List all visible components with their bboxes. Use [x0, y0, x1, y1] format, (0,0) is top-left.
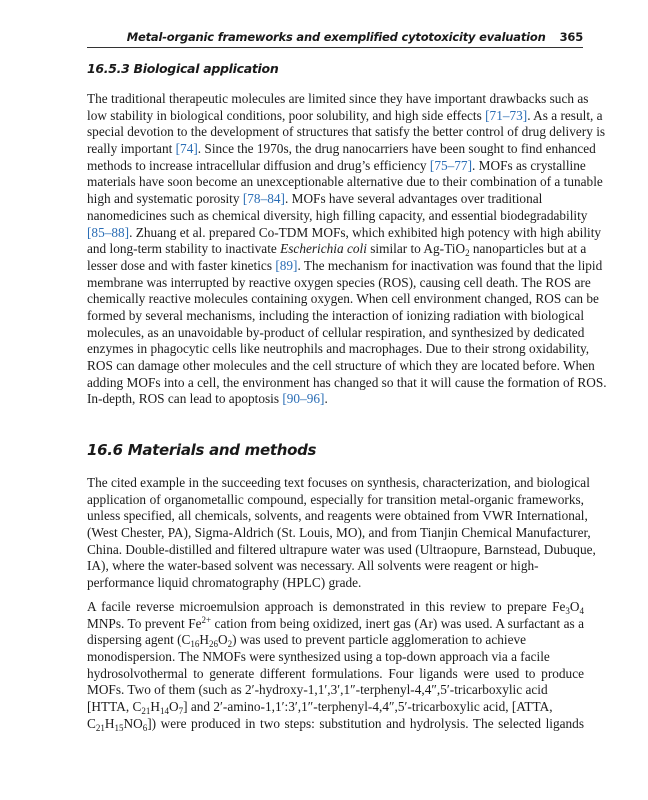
text-line — [87, 558, 584, 575]
text-segment: really important — [87, 141, 176, 157]
text-segment: The cited example in the succeeding text focuses on synthesis, characterization, and biological — [87, 475, 590, 490]
text-segment: H — [199, 632, 210, 648]
text-segment: . MOFs as crystalline — [472, 157, 586, 173]
section-heading-materials-methods: 16.6 Materials and methods — [87, 441, 317, 459]
text-segment: O — [218, 632, 228, 648]
text-segment: lesser dose and with faster kinetics — [87, 257, 276, 273]
text-line — [87, 541, 596, 559]
text-line — [87, 475, 590, 492]
text-line — [87, 174, 603, 191]
text-segment: . As a result, a — [527, 107, 603, 123]
text-segment: enzymes in phagocytic cells like neutrophils and macrophages. Due to their strong oxidability, — [87, 341, 590, 357]
text-segment: ) was used to prevent particle agglomeration to achieve — [232, 632, 527, 648]
subscript: 21 — [95, 722, 105, 733]
text-segment: NO — [123, 715, 143, 731]
text-line — [87, 224, 602, 242]
text-segment: monodispersion. The NMOFs were synthesized using a top-down approach via a facile — [87, 649, 550, 665]
text-line — [87, 257, 603, 275]
text-line — [87, 241, 587, 259]
text-segment: MOFs. Two of them (such as 2′-hydroxy-1,1′,3′,1″-terphenyl-4,4″,5′-tricarboxylic acid — [87, 682, 548, 698]
text-segment: The traditional therapeutic molecules are limited since they have important drawbacks such as — [87, 91, 589, 106]
paragraph-synthesis — [87, 599, 584, 733]
text-line — [87, 191, 584, 208]
text-segment: low stability in biological conditions, poor solubility, and high side effects — [87, 107, 486, 123]
text-segment: . Since the 1970s, the drug nanocarriers have been sought to find enhanced — [197, 141, 596, 157]
subscript: 21 — [141, 706, 151, 717]
citation-link[interactable]: [89] — [275, 257, 298, 273]
text-line — [87, 291, 599, 308]
text-line — [87, 492, 584, 509]
subscript: 4 — [579, 606, 584, 616]
text-segment: A facile reverse microemulsion approach is demonstrated in this review to prepare Fe — [87, 599, 566, 614]
page-number: 365 — [559, 30, 583, 44]
text-segment: nanomedicines such as chemical diversity, high filling capacity, and essential biodegradability — [87, 207, 588, 223]
section-heading-biological-application: 16.5.3 Biological application — [87, 61, 279, 76]
text-segment: formed by several mechanisms, including the interaction of ionizing radiation with biological — [87, 307, 585, 323]
citation-link[interactable]: [90–96] — [282, 391, 325, 407]
text-line — [87, 107, 603, 125]
text-line — [87, 649, 584, 666]
text-line — [87, 325, 584, 342]
paragraph-materials — [87, 475, 596, 592]
text-segment: O — [168, 699, 179, 715]
text-segment: ROS can damage other molecules and the cell structure of which they are located before. When — [87, 358, 595, 373]
text-segment: . — [324, 391, 328, 407]
text-line — [87, 508, 588, 525]
text-line — [87, 308, 584, 325]
subscript: 3 — [565, 606, 570, 616]
text-segment: similar to Ag-TiO — [366, 241, 466, 257]
text-segment: H — [104, 715, 115, 731]
text-segment: materials have soon become an unexceptionable alternative due to their combination of a tunable — [87, 174, 603, 190]
text-line — [87, 374, 607, 392]
subscript: 14 — [159, 706, 169, 717]
text-line — [87, 525, 591, 542]
subscript: 6 — [142, 722, 148, 733]
text-segment: ] and 2′-amino-1,1′:3′,1″-terphenyl-4,4″,5′-tricarboxylic acid, [ATTA, — [183, 699, 553, 715]
citation-link[interactable]: [78–84] — [242, 191, 285, 207]
text-segment: China. Double-distilled and filtered ultrapure water was used (Ultraopure, Barnstead, Dubuque, — [87, 541, 596, 557]
text-segment: dispersing agent (C — [87, 632, 191, 648]
text-segment: cation from being oxidized, inert gas (Ar) was used. A surfactant as a — [211, 615, 585, 631]
text-segment: MNPs. To prevent Fe — [87, 615, 202, 631]
text-segment: and long-term stability to inactivate — [87, 241, 281, 257]
text-segment: . The mechanism for inactivation was found that the lipid — [297, 257, 603, 273]
text-line — [87, 666, 584, 683]
text-segment: ]) were produced in two steps: substitution and hydrolysis. The selected ligands — [147, 715, 584, 731]
text-segment: O — [569, 599, 580, 614]
text-line — [87, 274, 591, 292]
text-line — [87, 124, 606, 141]
text-line — [87, 91, 589, 108]
text-segment: performance liquid chromatography (HPLC) grade. — [87, 575, 362, 591]
subscript: 26 — [209, 639, 219, 650]
text-segment: [HTTA, C — [87, 699, 142, 715]
running-head-title: Metal-organic frameworks and exemplified cytotoxicity evaluation — [126, 30, 546, 44]
text-segment: (West Chester, PA), Sigma-Aldrich (St. Louis, MO), and from Tianjin Chemical Manufacturer, — [87, 525, 591, 541]
text-line — [87, 616, 584, 633]
text-segment: special devotion to the development of structures that satisfy the better control of drug delivery is — [87, 124, 606, 140]
text-segment: . Zhuang et al. prepared Co-TDM MOFs, which exhibited high potency with high ability — [129, 224, 602, 240]
text-segment: methods to increase intracellular diffusion and drug’s efficiency — [87, 157, 430, 173]
text-segment: C — [87, 715, 96, 731]
text-segment: adding MOFs into a cell, the environment has changed so that it will cause the formation of ROS. — [87, 374, 607, 390]
subscript: 15 — [114, 722, 124, 733]
text-line — [87, 358, 595, 375]
text-segment: chemically reactive molecules containing oxygen. When cell environment changed, ROS can be — [87, 291, 599, 307]
text-line — [87, 158, 584, 175]
text-segment: . MOFs have several advantages over traditional — [284, 191, 543, 207]
text-line — [87, 341, 590, 358]
text-line — [87, 141, 596, 158]
citation-link[interactable]: [71–73] — [485, 107, 528, 123]
citation-link[interactable]: [85–88] — [87, 224, 130, 240]
text-line — [87, 632, 584, 649]
text-segment: molecules, as an unavoidable by-product of cellular respiration, and synthesized by dedicated — [87, 324, 585, 340]
citation-link[interactable]: [75–77] — [429, 157, 473, 173]
italic-text: Escherichia coli — [280, 241, 367, 257]
text-segment: In-depth, ROS can lead to apoptosis — [87, 391, 283, 407]
text-line — [87, 699, 584, 716]
text-segment: high and systematic porosity — [87, 191, 243, 207]
text-line — [87, 716, 584, 733]
subscript: 2 — [227, 639, 233, 650]
text-segment: H — [150, 699, 160, 715]
text-segment: IA), where the water-based solvent was necessary. All solvents were reagent or high- — [87, 558, 539, 574]
text-segment: hydrosolvothermal to generate different formulations. Four ligands were used to produce — [87, 665, 584, 681]
subscript: 2 — [465, 248, 470, 259]
text-line — [87, 682, 584, 699]
running-head — [87, 30, 583, 44]
text-line — [87, 575, 584, 592]
paragraph-biological-application — [87, 91, 607, 408]
text-line — [87, 599, 584, 616]
superscript: 2+ — [201, 614, 212, 625]
text-segment: membrane was interrupted by reactive oxygen species (ROS), causing cell death. The ROS are — [87, 274, 591, 290]
citation-link[interactable]: [74] — [175, 141, 198, 157]
text-segment: unless specified, all chemicals, solvents, and reagents were obtained from VWR International, — [87, 508, 588, 524]
text-line — [87, 207, 588, 225]
text-segment: nanoparticles but at a — [469, 241, 587, 257]
subscript: 16 — [190, 639, 200, 650]
text-segment: application of organometallic compound, especially for transition metal-organic frameworks, — [87, 491, 584, 507]
subscript: 7 — [178, 706, 184, 717]
header-rule — [87, 47, 583, 48]
text-line — [87, 391, 584, 408]
